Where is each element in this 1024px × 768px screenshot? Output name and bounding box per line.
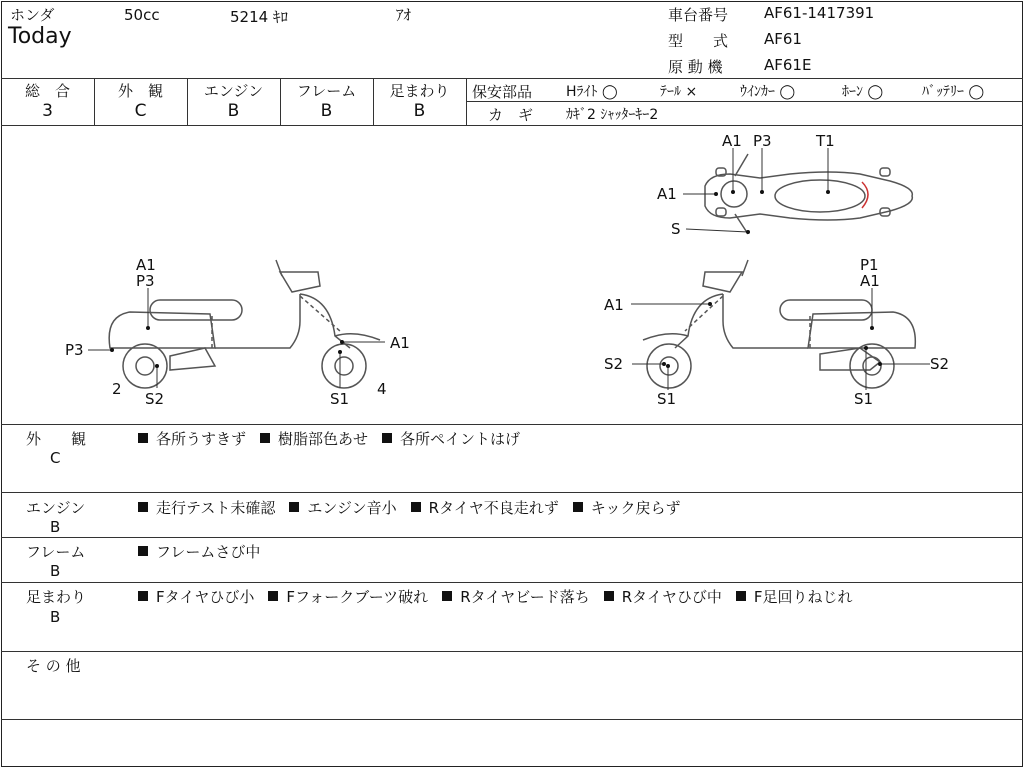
divider: [1, 719, 1023, 720]
diag-label: S1: [854, 390, 874, 408]
bullet-square-icon: [382, 433, 392, 443]
model-name: Today: [8, 24, 72, 49]
note-grade: B: [50, 518, 61, 536]
scooter-diagram: [0, 126, 1024, 424]
diag-label: T1: [816, 132, 835, 150]
note-item: F足回りねじれ: [736, 588, 853, 606]
scooter-top-view: [705, 154, 912, 234]
note-item: Fフォークブーツ破れ: [268, 588, 428, 606]
bullet-square-icon: [442, 591, 452, 601]
note-items: [138, 541, 274, 562]
note-item: キック戻らず: [573, 499, 681, 517]
note-item: Rタイヤ不良走れず: [411, 499, 559, 517]
ng-mark: ×: [685, 84, 698, 100]
type-label: 型 式: [668, 32, 729, 50]
note-category: 外 観: [26, 430, 87, 448]
diag-label: S2: [930, 355, 950, 373]
note-grade: B: [50, 562, 61, 580]
ok-mark: ◯: [867, 84, 884, 100]
chassis-label: 車台番号: [668, 6, 729, 24]
ok-mark: ◯: [601, 84, 618, 100]
bullet-square-icon: [268, 591, 278, 601]
keys-label: カ ギ: [488, 106, 534, 124]
ok-mark: ◯: [779, 84, 796, 100]
bullet-square-icon: [604, 591, 614, 601]
safety-item: ｳｲﾝｶｰ ◯: [740, 84, 796, 100]
note-item: エンジン音小: [289, 499, 396, 517]
diag-label: A1: [722, 132, 742, 150]
note-category: エンジン: [26, 499, 86, 517]
note-item: 樹脂部色あせ: [260, 430, 368, 448]
engine-value: AF61E: [764, 56, 812, 74]
grade-suspension-value: B: [413, 101, 426, 121]
bullet-square-icon: [736, 591, 746, 601]
note-items: [138, 497, 695, 518]
divider: [466, 101, 1023, 102]
grade-exterior-value: C: [134, 101, 147, 121]
diag-label: 4: [377, 380, 387, 398]
marker-dots: [110, 190, 882, 368]
diag-label: S1: [330, 390, 350, 408]
diag-label: A1: [136, 256, 156, 274]
note-category: 足まわり: [26, 588, 87, 606]
color: ｱｵ: [396, 6, 412, 24]
divider: [1, 78, 1023, 79]
note-category: そ の 他: [26, 657, 81, 675]
grade-frame-value: B: [320, 101, 333, 121]
safety-item: ﾊﾞｯﾃﾘｰ ◯: [922, 84, 985, 100]
bullet-square-icon: [411, 502, 421, 512]
engine-label: 原 動 機: [668, 58, 723, 76]
note-item: Rタイヤビード落ち: [442, 588, 590, 606]
diag-label: A1: [604, 296, 624, 314]
diag-label: A1: [657, 185, 677, 203]
diag-label: S1: [657, 390, 677, 408]
ok-mark: ◯: [968, 84, 985, 100]
note-item: Rタイヤひび中: [604, 588, 722, 606]
divider: [1, 492, 1023, 493]
divider: [1, 582, 1023, 583]
diag-label: A1: [390, 334, 410, 352]
maker: ホンダ: [10, 6, 55, 24]
divider: [466, 78, 467, 125]
bullet-square-icon: [138, 433, 148, 443]
divider: [1, 424, 1023, 425]
note-item: 各所ペイントはげ: [382, 430, 520, 448]
diag-label: S2: [145, 390, 165, 408]
note-items: [138, 586, 866, 607]
grade-frame-label: フレーム: [296, 82, 357, 100]
type-value: AF61: [764, 30, 802, 48]
grade-exterior-label: 外 観: [117, 82, 163, 100]
grade-overall-value: 3: [42, 101, 53, 121]
note-grade: B: [50, 608, 61, 626]
diag-label: S2: [604, 355, 624, 373]
note-item: 走行テスト未確認: [138, 499, 275, 517]
divider: [1, 651, 1023, 652]
bullet-square-icon: [573, 502, 583, 512]
diag-label: S: [671, 220, 681, 238]
diag-label: A1: [860, 272, 880, 290]
grade-suspension-label: 足まわり: [389, 82, 450, 100]
bullet-square-icon: [289, 502, 299, 512]
note-item: Fタイヤひび小: [138, 588, 254, 606]
grade-engine-value: B: [227, 101, 240, 121]
mileage: 5214 ｷﾛ: [230, 8, 288, 26]
note-category: フレーム: [26, 543, 86, 561]
bullet-square-icon: [138, 546, 148, 556]
diag-label: P3: [753, 132, 772, 150]
safety-item: ﾃｰﾙ ×: [660, 84, 698, 100]
diag-label: P3: [136, 272, 155, 290]
bullet-square-icon: [138, 591, 148, 601]
note-item: フレームさび中: [138, 543, 260, 561]
grade-engine-label: エンジン: [203, 82, 264, 100]
keys-value: ｶｷﾞ2 ｼｬｯﾀｰｷｰ2: [566, 107, 659, 123]
bullet-square-icon: [138, 502, 148, 512]
note-grade: C: [50, 449, 61, 467]
displacement: 50cc: [124, 6, 160, 24]
safety-item: ﾎｰﾝ ◯: [842, 84, 884, 100]
diag-label: P3: [65, 341, 84, 359]
diag-label: P1: [860, 256, 879, 274]
note-items: [138, 428, 534, 449]
safety-item: Hﾗｲﾄ ◯: [566, 84, 618, 100]
chassis-value: AF61-1417391: [764, 4, 875, 22]
note-item: 各所うすきず: [138, 430, 246, 448]
divider: [1, 537, 1023, 538]
bullet-square-icon: [260, 433, 270, 443]
grade-overall-label: 総 合: [24, 82, 70, 100]
diag-label: 2: [112, 380, 122, 398]
safety-label: 保安部品: [472, 83, 533, 101]
leader-lines: [88, 148, 930, 390]
